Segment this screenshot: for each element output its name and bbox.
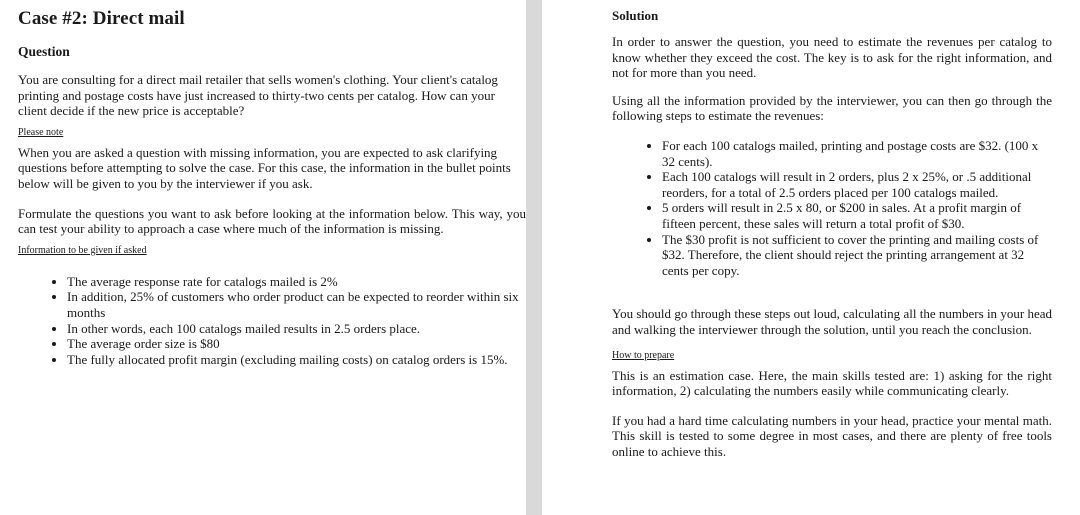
document-page-right [542, 0, 1080, 515]
info-label: Information to be given if asked [18, 244, 147, 256]
list-item: • For each 100 catalogs mailed, printing and postage costs are $32. (100 x 32 cents). [662, 138, 1052, 169]
formulate-paragraph: Formulate the questions you want to ask before looking at the information below. This way, you can test your ability to approach a case where much of the information is missing. [18, 205, 526, 237]
how-to-prepare-label: How to prepare [612, 349, 675, 361]
list-item: • The average order size is $80 [67, 336, 526, 352]
list-item: • Each 100 catalogs will result in 2 orders, plus 2 x 25%, or .5 additional reorders, for a total of 2.5 orders placed per 100 catalogs mailed. [662, 169, 1052, 200]
info-bullet-list [18, 274, 526, 368]
question-heading: Question [18, 44, 70, 59]
question-paragraph: You are consulting for a direct mail retailer that sells women's clothing. Your client's catalog printing and postage costs have just increased to thirty-two cents per catalog. How can your client decide if the new price is acceptable? [18, 72, 498, 119]
list-item: • The fully allocated profit margin (excluding mailing costs) on catalog orders is 15%. [67, 352, 526, 368]
list-item: • The average response rate for catalogs mailed is 2% [67, 274, 526, 290]
solution-heading: Solution [612, 8, 659, 23]
steps-bullet-list [612, 138, 1052, 278]
document-page-left [0, 0, 526, 515]
steps-intro-paragraph: Using all the information provided by the interviewer, you can then go through the following steps to estimate the revenues: [612, 92, 1052, 124]
prepare-paragraph: This is an estimation case. Here, the main skills tested are: 1) asking for the right information, 2) calculating the numbers easily while communicating clearly. [612, 367, 1052, 399]
intro-paragraph: In order to answer the question, you need to estimate the revenues per catalog to know whether they exceed the cost. The key is to ask for the right information, and not for more than you need. [612, 34, 1052, 81]
list-item: • In other words, each 100 catalogs mailed results in 2.5 orders place. [67, 321, 526, 337]
list-item: • In addition, 25% of customers who order product can be expected to reorder within six months [67, 289, 526, 320]
list-item: • The $30 profit is not sufficient to cover the printing and mailing costs of $32. Therefore, the client should reject the printing arrangement at 32 cents per copy. [662, 232, 1052, 279]
mental-math-paragraph: If you had a hard time calculating numbers in your head, practice your mental math. This skill is tested to some degree in most cases, and there are plenty of free tools online to achieve this. [612, 412, 1052, 459]
list-item: • 5 orders will result in 2.5 x 80, or $200 in sales. At a profit margin of fifteen percent, these sales will return a total profit of $30. [662, 200, 1052, 231]
please-note-label: Please note [18, 126, 64, 138]
please-note-paragraph: When you are asked a question with missing information, you are expected to ask clarifying questions before attempting to solve the case. For this case, the information in the bullet points below will be given to you by the interviewer if you ask. [18, 144, 511, 191]
out-loud-paragraph: You should go through these steps out loud, calculating all the numbers in your head and walking the interviewer through the solution, until you reach the conclusion. [612, 306, 1052, 337]
case-title: Case #2: Direct mail [18, 8, 185, 29]
